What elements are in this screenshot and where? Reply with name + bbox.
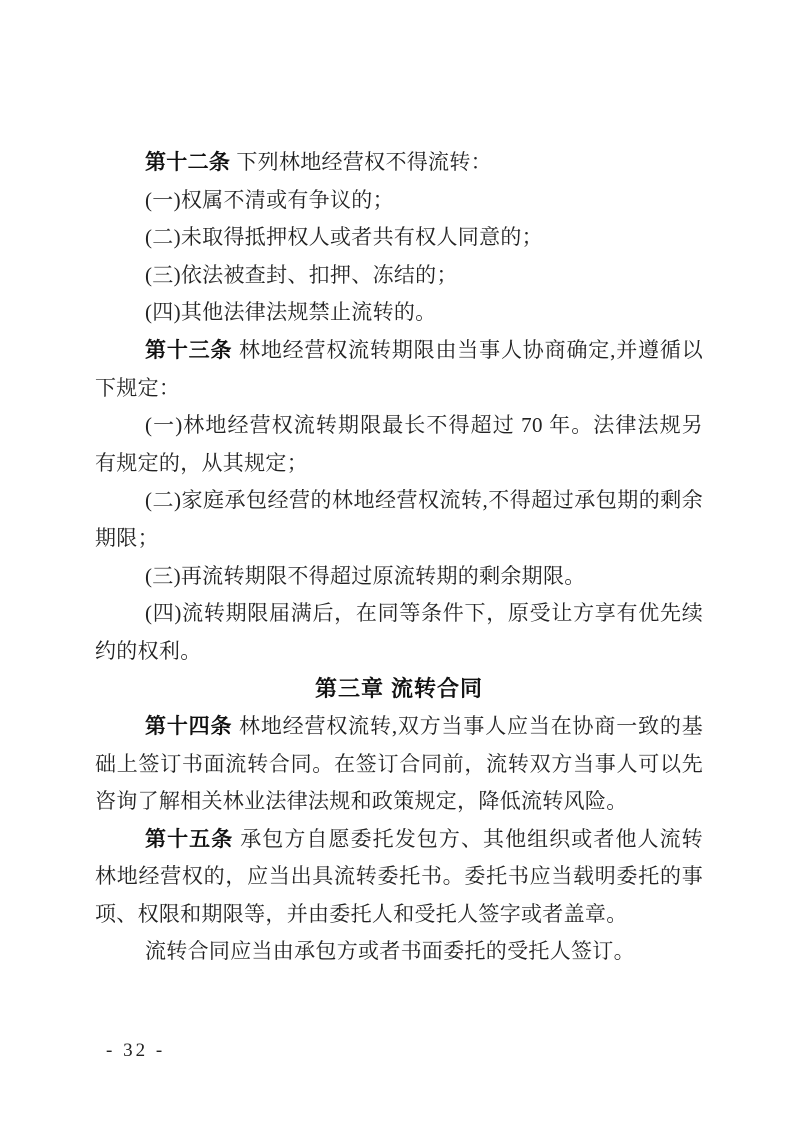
paragraph-article-14 — [95, 708, 703, 821]
article-15-number: 第十五条 — [145, 827, 241, 851]
paragraph-text: (三)依法被查封、扣押、冻结的； — [145, 262, 458, 287]
paragraph-text: 林地经营权流转期限由当事人协商确定,并遵循以下规定： — [95, 337, 703, 400]
chapter-heading: 第三章 流转合同 — [314, 676, 484, 702]
paragraph-text: (二)家庭承包经营的林地经营权流转,不得超过承包期的剩余期限； — [95, 488, 703, 550]
paragraph-text: (四)其他法律法规禁止流转的。 — [145, 300, 437, 325]
paragraph-article-13 — [95, 332, 703, 407]
paragraph-text: (一)林地经营权流转期限最长不得超过 70 年。法律法规另有规定的，从其规定； — [95, 413, 703, 475]
document-content — [95, 144, 703, 971]
paragraph-article-12 — [95, 144, 703, 182]
list-item-4 — [95, 294, 703, 332]
list-item-2 — [95, 219, 703, 257]
list-item-2 — [95, 482, 703, 557]
article-14-number: 第十四条 — [145, 714, 239, 738]
paragraph-text: (一)权属不清或有争议的； — [145, 187, 394, 212]
list-item-1 — [95, 407, 703, 482]
page-number: - 32 - — [106, 1040, 166, 1061]
paragraph-text: 下列林地经营权不得流转： — [236, 150, 492, 174]
paragraph-text: 流转合同应当由承包方或者书面委托的受托人签订。 — [145, 939, 635, 964]
paragraph — [95, 933, 703, 971]
paragraph-text: (三)再流转期限不得超过原流转期的剩余期限。 — [145, 563, 586, 588]
paragraph-text: 承包方自愿委托发包方、其他组织或者他人流转林地经营权的，应当出具流转委托书。委托书应当载明委托的事项、权限和期限等，并由委托人和受托人签字或者盖章。 — [95, 826, 703, 926]
paragraph-article-15 — [95, 821, 703, 934]
paragraph-text: (二)未取得抵押权人或者共有权人同意的； — [145, 225, 543, 250]
list-item-3 — [95, 558, 703, 596]
list-item-3 — [95, 257, 703, 295]
article-12-number: 第十二条 — [145, 151, 237, 174]
list-item-4 — [95, 595, 703, 670]
paragraph-text: 林地经营权流转,双方当事人应当在协商一致的基础上签订书面流转合同。在签订合同前，流转双方当事人可以先咨询了解相关林业法律法规和政策规定，降低流转风险。 — [95, 713, 703, 814]
list-item-1 — [95, 182, 703, 220]
article-13-number: 第十三条 — [145, 338, 239, 362]
paragraph-text: (四)流转期限届满后，在同等条件下，原受让方享有优先续约的权利。 — [95, 601, 703, 663]
